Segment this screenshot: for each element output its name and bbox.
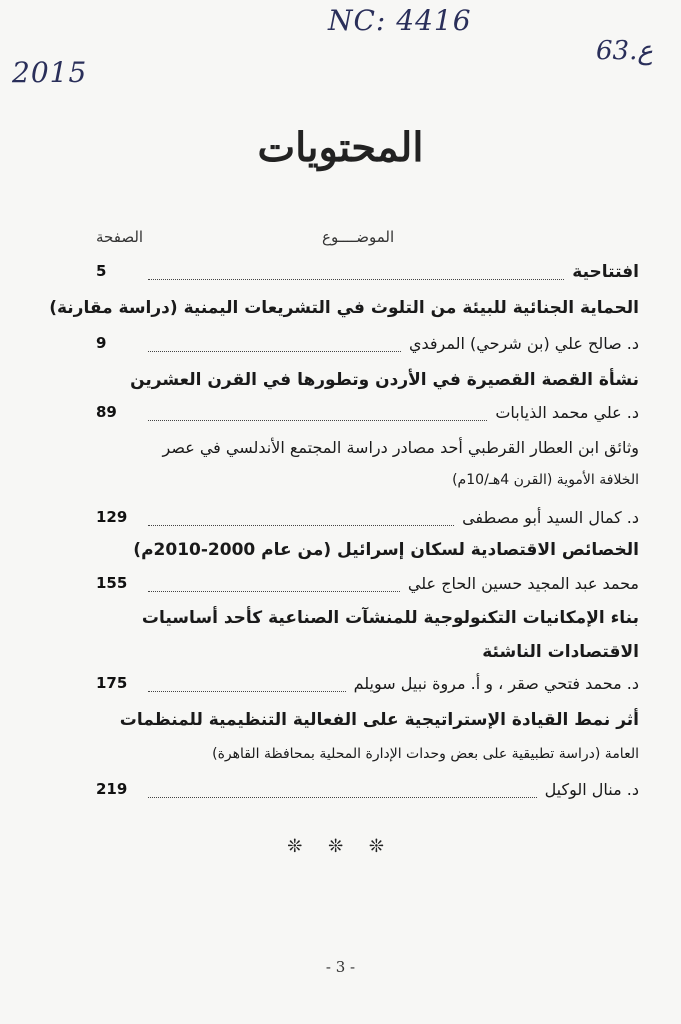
handwritten-code: 63.ع [596,36,653,66]
entry-page-number: 219 [96,780,128,798]
entry-title: الخصائص الاقتصادية لسكان إسرائيل (من عام 2000-2010م) [133,540,639,560]
entry-author: د. كمال السيد أبو مصطفى [462,508,639,527]
entry-title: وثائق ابن العطار القرطبي أحد مصادر دراسة المجتمع الأندلسي في عصر [162,438,639,457]
handwritten-year: 2015 [12,56,88,89]
entry-title: أثر نمط القيادة الإستراتيجية على الفعالية التنظيمية للمنظمات [119,710,639,730]
page-title: المحتويات [257,124,424,171]
handwritten-nc-number: NC: 4416 [328,4,472,37]
entry-page-number: 129 [96,508,128,526]
entry-page-number: 175 [96,674,128,692]
entry-title-continued: العامة (دراسة تطبيقية على بعض وحدات الإدارة المحلية بمحافظة القاهرة) [212,746,639,762]
entry-author: د. علي محمد الذيابات [495,403,639,422]
entry-title-continued: الخلافة الأموية (القرن 4هـ/10م) [452,472,639,488]
dot-leader [148,591,400,592]
topic-column-header: الموضــــوع [322,228,395,246]
entry-page-number: 89 [96,403,117,421]
entry-page-number: 9 [96,334,107,352]
entry-title-continued: الاقتصادات الناشئة [482,642,639,662]
dot-leader [148,525,454,526]
entry-title: نشأة القصة القصيرة في الأردن وتطورها في القرن العشرين [130,370,639,390]
entry-author: د. صالح علي (بن شرحي) المرفدي [408,334,639,353]
dot-leader [148,351,401,352]
entry-title: بناء الإمكانيات التكنولوجية للمنشآت الصناعية كأحد أساسيات [141,608,639,628]
page-column-header: الصفحة [96,228,144,246]
entry-author: محمد عبد المجيد حسين الحاج علي [407,574,639,593]
separator-stars: ❊ ❊ ❊ [287,836,394,857]
entry-author: د. محمد فتحي صقر ، و أ. مروة نبيل سويلم [353,674,639,693]
entry-page-number: 155 [96,574,128,592]
entry-title: افتتاحية [572,262,639,282]
entry-author: د. منال الوكيل [544,780,639,799]
dot-leader [148,279,564,280]
dot-leader [148,691,346,692]
dot-leader [148,420,487,421]
page-number: - 3 - [325,958,356,976]
dot-leader [148,797,537,798]
entry-title: الحماية الجنائية للبيئة من التلوث في التشريعات اليمنية (دراسة مقارنة) [49,298,639,318]
entry-page-number: 5 [96,262,107,280]
